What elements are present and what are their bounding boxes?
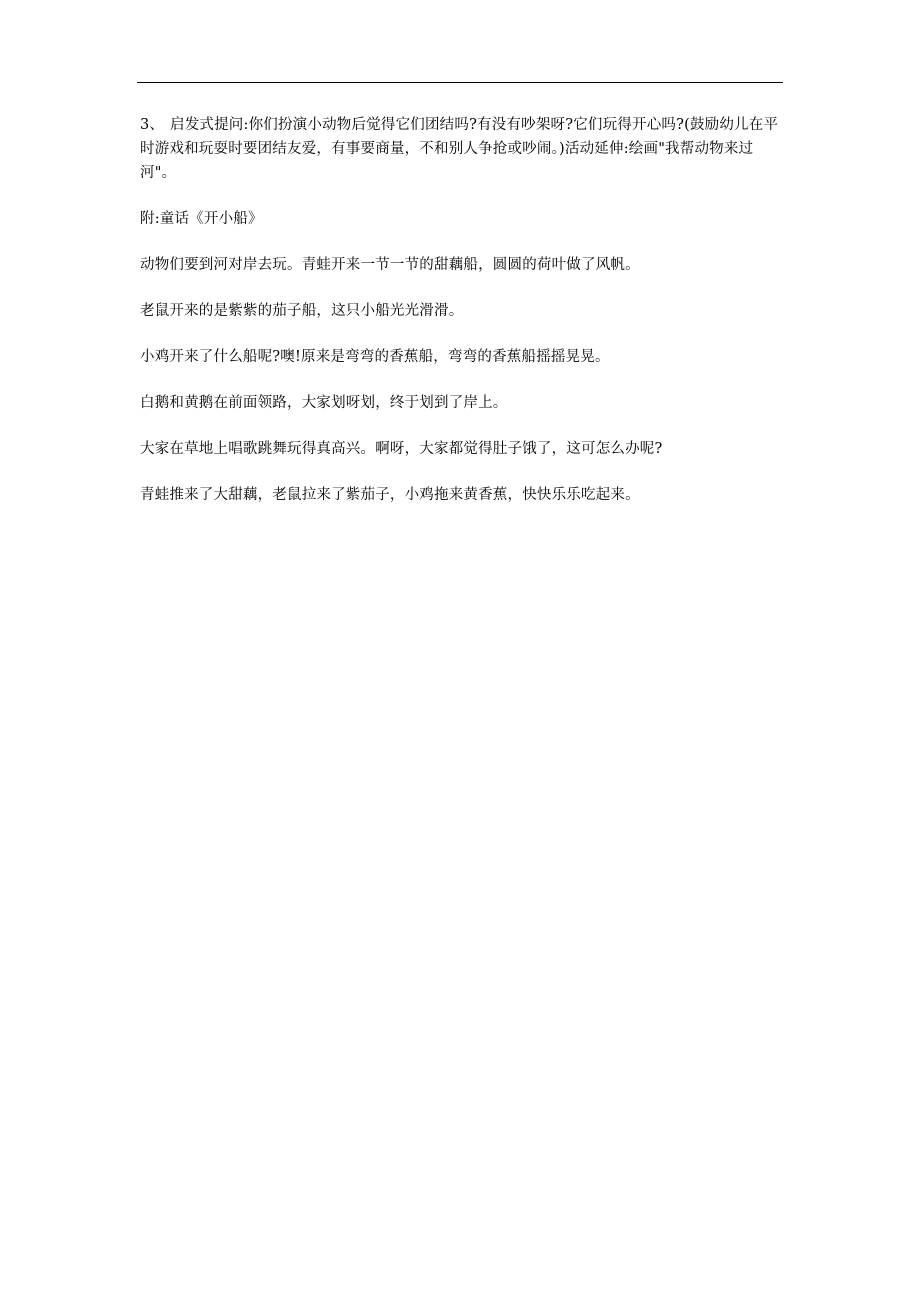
header-rule xyxy=(137,82,783,83)
story-paragraph: 大家在草地上唱歌跳舞玩得真高兴。啊呀，大家都觉得肚子饿了，这可怎么办呢? xyxy=(140,441,663,457)
story-paragraph: 青蛙推来了大甜藕，老鼠拉来了紫茄子，小鸡拖来黄香蕉，快快乐乐吃起来。 xyxy=(140,487,640,503)
story-paragraph: 老鼠开来的是紫紫的茄子船，这只小船光光滑滑。 xyxy=(140,303,464,319)
document-body xyxy=(140,113,783,507)
story-paragraph: 白鹅和黄鹅在前面领路，大家划呀划，终于划到了岸上。 xyxy=(140,395,508,411)
story-paragraph: 动物们要到河对岸去玩。青蛙开来一节一节的甜藕船，圆圆的荷叶做了风帆。 xyxy=(140,257,640,273)
paragraph-activity-question xyxy=(140,113,783,185)
paragraph-number: 3、 xyxy=(140,117,165,133)
paragraph-text: 启发式提问:你们扮演小动物后觉得它们团结吗?有没有吵架呀?它们玩得开心吗?(鼓励幼儿在平时游戏和玩耍时要团结友爱，有事要商量，不和别人争抢或吵闹。)活动延伸:绘画"我帮动物来过河"。 xyxy=(140,117,779,181)
story-paragraph: 小鸡开来了什么船呢?噢!原来是弯弯的香蕉船，弯弯的香蕉船摇摇晃晃。 xyxy=(140,349,610,365)
story-title: 附:童话《开小船》 xyxy=(140,211,263,227)
